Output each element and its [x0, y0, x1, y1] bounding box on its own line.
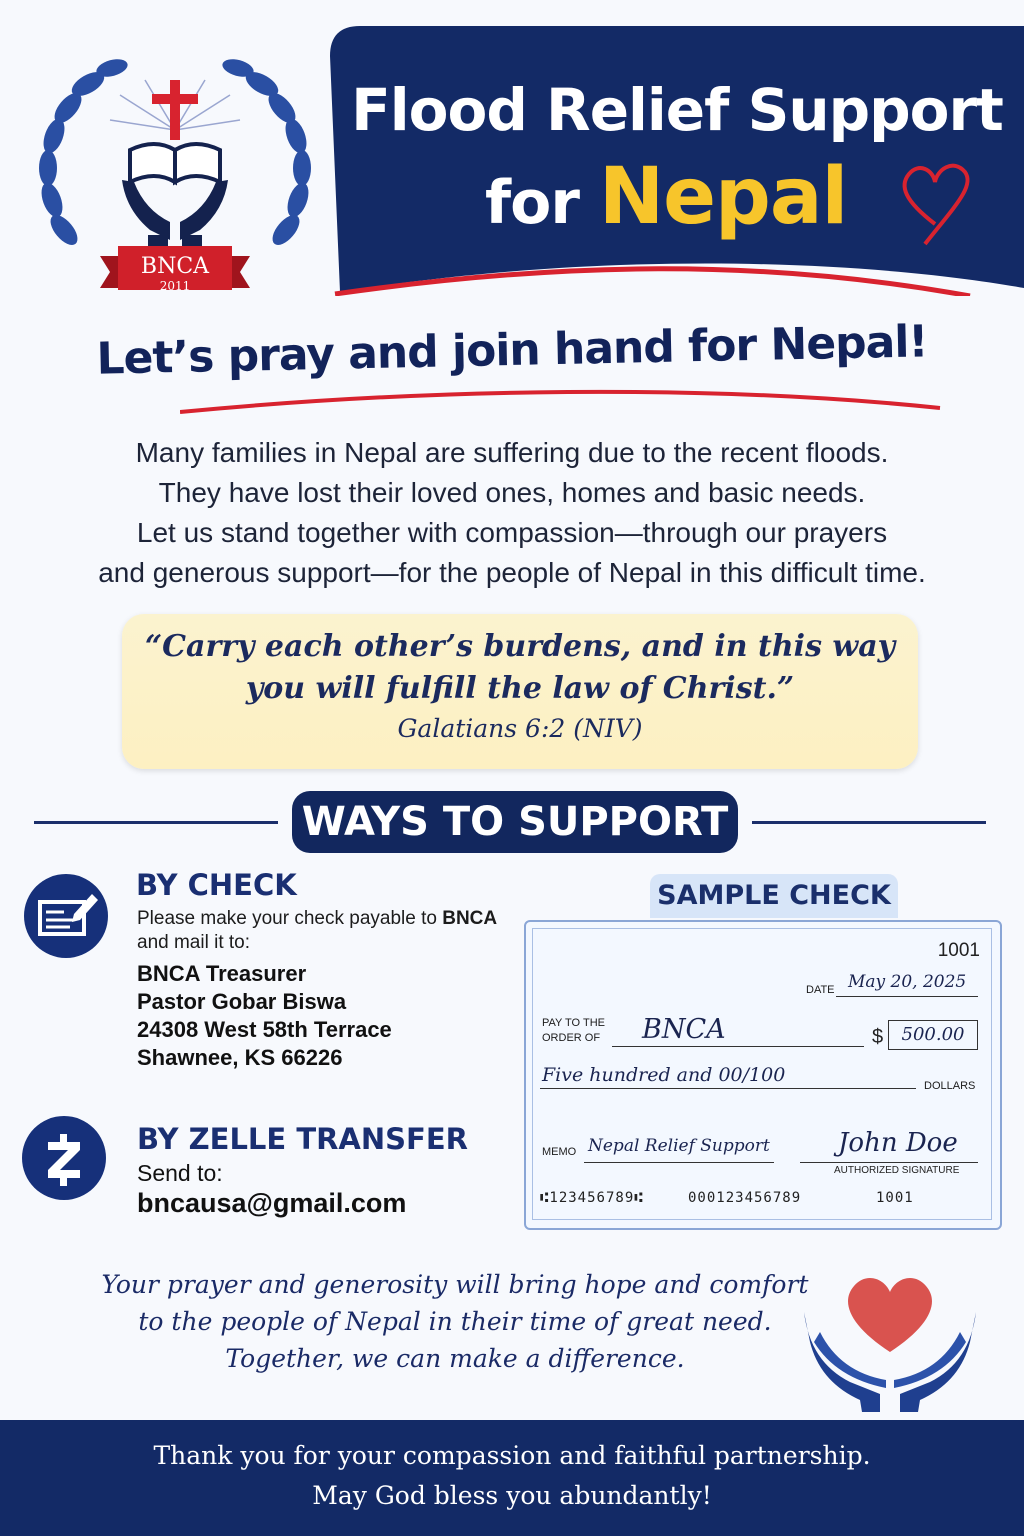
- dollar-sign: $: [872, 1026, 884, 1048]
- verse-line: “Carry each other’s burdens, and in this way: [144, 629, 896, 664]
- heart-icon: [895, 146, 975, 246]
- mailing-address: [137, 960, 392, 1072]
- instruction-text: and mail it to:: [137, 932, 250, 953]
- micr-check-number: 1001: [876, 1190, 914, 1206]
- check-date: May 20, 2025: [848, 972, 967, 992]
- closing-message: [60, 1266, 850, 1377]
- intro-line: Let us stand together with compassion—through our prayers: [136, 517, 888, 548]
- by-check-title: BY CHECK: [136, 868, 297, 902]
- date-line: [836, 996, 978, 997]
- micr-account: 000123456789: [688, 1190, 802, 1206]
- zelle-send-to: Send to:: [137, 1160, 223, 1186]
- bible-icon: [130, 144, 220, 182]
- verse-reference: Galatians 6:2 (NIV): [397, 714, 643, 743]
- verse-line: you will fulfill the law of Christ.”: [245, 671, 795, 706]
- heart-hands-icon: [800, 1262, 980, 1412]
- amount-words-line: [540, 1088, 916, 1089]
- pay-to-line: PAY TO THE: [542, 1017, 605, 1029]
- bnca-logo: [30, 50, 320, 310]
- page-title-line1: Flood Relief Support: [351, 76, 1003, 144]
- signature: John Doe: [838, 1128, 958, 1158]
- intro-line: Many families in Nepal are suffering due to the recent floods.: [135, 437, 889, 468]
- footer: [0, 1420, 1024, 1536]
- check-number: 1001: [937, 940, 980, 961]
- zelle-icon: [22, 1116, 106, 1200]
- date-label: DATE: [806, 984, 835, 996]
- intro-paragraph: [40, 433, 984, 593]
- address-line: Pastor Gobar Biswa: [137, 989, 347, 1014]
- title-for: for: [485, 168, 579, 238]
- footer-line: May God bless you abundantly!: [312, 1481, 712, 1510]
- closing-line: to the people of Nepal in their time of great need.: [138, 1307, 772, 1336]
- sample-check: [524, 920, 1002, 1230]
- pay-to-label: [542, 1016, 605, 1046]
- memo-line: [584, 1162, 774, 1163]
- closing-line: Together, we can make a difference.: [225, 1344, 685, 1373]
- signature-line: [800, 1162, 978, 1163]
- payee-line: [612, 1046, 864, 1047]
- instruction-text: Please make your check payable to: [137, 908, 443, 929]
- verse-quote: [122, 626, 918, 710]
- check-payee: BNCA: [642, 1014, 726, 1045]
- title-banner: [330, 26, 1024, 296]
- zelle-email[interactable]: bncausa@gmail.com: [137, 1188, 407, 1218]
- intro-line: They have lost their loved ones, homes and basic needs.: [158, 477, 866, 508]
- by-check-instructions: [137, 907, 517, 955]
- check-amount: 500.00: [888, 1020, 978, 1050]
- amount-words: Five hundred and 00/100: [542, 1064, 786, 1086]
- divider-left: [34, 821, 278, 824]
- check-writing-icon: [24, 874, 108, 958]
- payee-name: BNCA: [442, 908, 498, 929]
- page-title-line2: [485, 152, 847, 242]
- logo-text: BNCA: [140, 254, 210, 279]
- sample-check-label: SAMPLE CHECK: [650, 874, 898, 918]
- closing-line: Your prayer and generosity will bring hope and comfort: [101, 1270, 809, 1299]
- micr-routing: ⑆123456789⑆: [540, 1190, 644, 1206]
- address-line: 24308 West 58th Terrace: [137, 1017, 392, 1042]
- pay-to-line: ORDER OF: [542, 1032, 601, 1044]
- dollars-label: DOLLARS: [924, 1080, 976, 1092]
- address-line: BNCA Treasurer: [137, 961, 307, 986]
- memo-label: MEMO: [542, 1146, 577, 1158]
- title-nepal: Nepal: [598, 152, 848, 242]
- hands-icon: [122, 180, 228, 255]
- tagline: Let’s pray and join hand for Nepal!: [96, 316, 928, 385]
- verse-box: [122, 614, 918, 769]
- by-zelle-title: BY ZELLE TRANSFER: [137, 1122, 468, 1156]
- signature-label: AUTHORIZED SIGNATURE: [834, 1165, 960, 1176]
- logo-year: 2011: [159, 279, 191, 293]
- memo-text: Nepal Relief Support: [588, 1136, 770, 1156]
- ways-to-support-heading: WAYS TO SUPPORT: [292, 791, 738, 853]
- tagline-underline: [180, 378, 960, 418]
- intro-line: and generous support—for the people of Nepal in this difficult time.: [98, 557, 926, 588]
- cross-icon: [152, 80, 198, 140]
- footer-line: Thank you for your compassion and faithful partnership.: [153, 1441, 871, 1470]
- divider-right: [752, 821, 986, 824]
- address-line: Shawnee, KS 66226: [137, 1045, 343, 1070]
